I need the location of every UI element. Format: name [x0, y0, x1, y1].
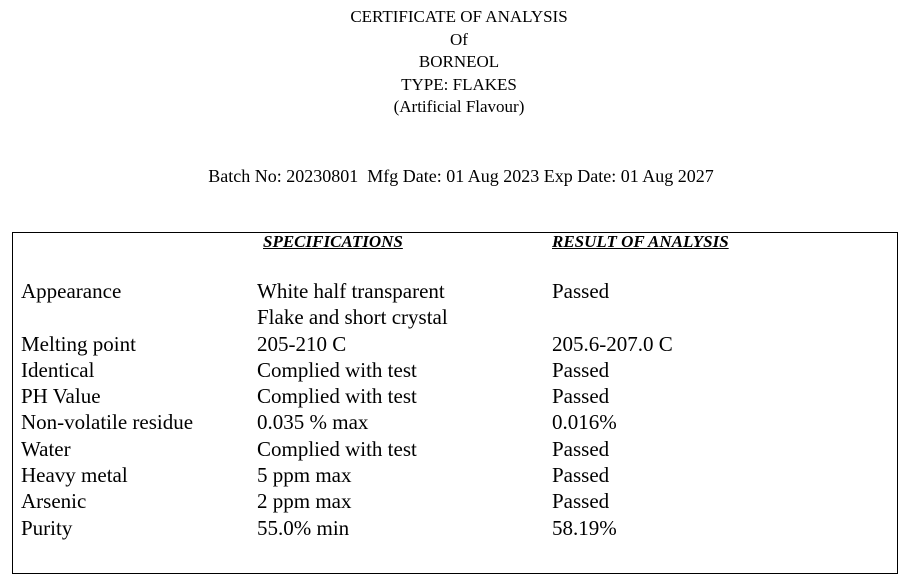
test-item: PH Value — [21, 384, 101, 409]
specification: 55.0% min — [257, 515, 350, 540]
table-row — [21, 278, 752, 331]
table-row — [21, 462, 752, 488]
certificate-header — [0, 6, 918, 119]
result: Passed — [552, 279, 610, 303]
specification: 2 ppm max — [257, 489, 352, 514]
specification: 0.035 % max — [257, 410, 369, 435]
test-item: Arsenic — [21, 489, 87, 514]
test-item: Identical — [21, 357, 95, 382]
product-note: (Artificial Flavour) — [393, 97, 525, 116]
test-item: Melting point — [21, 331, 136, 356]
product-name: BORNEOL — [418, 52, 500, 71]
result: Passed — [552, 436, 610, 461]
specification — [257, 278, 552, 331]
result-header: RESULT OF ANALYSIS — [552, 232, 729, 251]
result: Passed — [552, 489, 610, 514]
specification: Complied with test — [257, 357, 417, 382]
result: Passed — [552, 357, 610, 382]
table-row — [21, 488, 752, 514]
test-item: Purity — [21, 515, 73, 540]
test-item: Water — [21, 436, 71, 461]
result: Passed — [552, 463, 610, 488]
test-item: Heavy metal — [21, 463, 128, 488]
product-type: TYPE: FLAKES — [401, 74, 517, 94]
batch-info: Batch No: 20230801 Mfg Date: 01 Aug 2023 Exp Date: 01 Aug 2027 — [208, 166, 714, 186]
result: 58.19% — [552, 515, 617, 540]
table-row — [21, 383, 752, 409]
result: 205.6-207.0 C — [552, 331, 673, 356]
specification-line: White half transparent — [257, 279, 445, 303]
specification: 5 ppm max — [257, 463, 352, 488]
table-row — [21, 331, 752, 357]
specification: Complied with test — [257, 384, 417, 409]
specification: Complied with test — [257, 436, 417, 461]
table-row — [21, 436, 752, 462]
specification-line: Flake and short crystal — [257, 305, 448, 330]
certificate-title: CERTIFICATE OF ANALYSIS — [350, 7, 568, 26]
specifications-header: SPECIFICATIONS — [263, 232, 403, 251]
test-item: Appearance — [21, 279, 122, 303]
analysis-table — [21, 278, 752, 541]
specification: 205-210 C — [257, 331, 347, 356]
result: 0.016% — [552, 410, 617, 435]
of-line: Of — [450, 29, 468, 49]
table-row — [21, 409, 752, 435]
test-item: Non-volatile residue — [21, 410, 194, 435]
table-row — [21, 515, 752, 541]
result: Passed — [552, 384, 610, 409]
table-row — [21, 357, 752, 383]
